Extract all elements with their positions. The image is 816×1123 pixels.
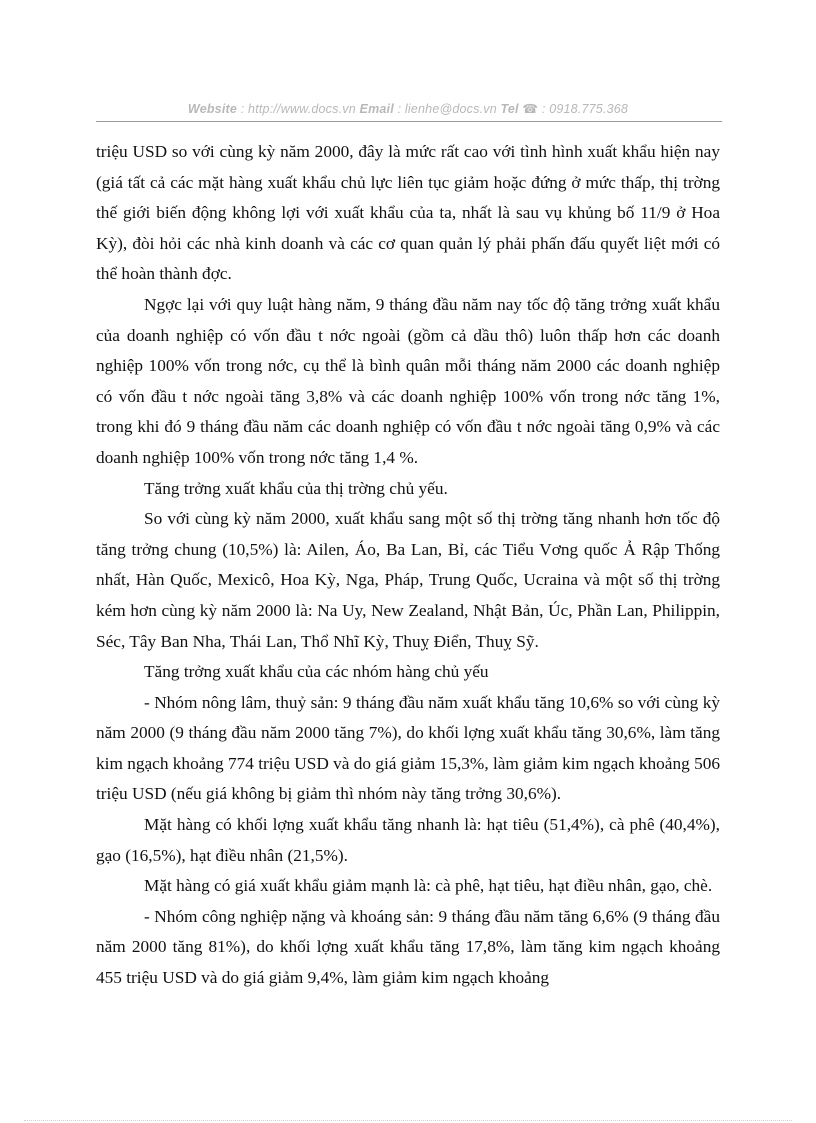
section-heading: Tăng trởng xuất khẩu của thị trờng chủ yếu. [144,478,448,498]
header-divider [96,121,722,122]
tel-label: Tel [500,102,519,116]
section-heading: Tăng trởng xuất khẩu của các nhóm hàng chủ yếu [144,662,489,682]
footer-divider [24,1120,792,1121]
paragraph: - Nhóm công nghiệp nặng và khoáng sản: 9 tháng đầu năm tăng 6,6% (9 tháng đầu năm 2000 tăng 81%), do khối lợng xuất khẩu tăng 17,8%, làm tăng kim ngạch khoảng 455 triệu USD và do giá giảm 9,4%, làm giảm kim ngạch khoảng [96,906,720,988]
paragraph: Mặt hàng có khối lợng xuất khẩu tăng nhanh là: hạt tiêu (51,4%), cà phê (40,4%), gạo (16,5%), hạt điều nhân (21,5%). [96,815,720,865]
paragraph-continuation: triệu USD so với cùng kỳ năm 2000, đây là mức rất cao với tình hình xuất khẩu hiện nay (giá tất cả các mặt hàng xuất khẩu chủ lực liên tục giảm hoặc đứng ở mức thấp, thị trờng thế giới biến động không lợi với xuất khẩu của ta, nhất là sau vụ khủng bố 11/9 ở Hoa Kỳ), đòi hỏi các nhà kinh doanh và các cơ quan quản lý phải phấn đấu quyết liệt mới có thể hoàn thành đợc. [96,142,720,284]
paragraph: Ngợc lại với quy luật hàng năm, 9 tháng đầu năm nay tốc độ tăng trởng xuất khẩu của doanh nghiệp có vốn đầu t nớc ngoài (gồm cả dầu thô) luôn thấp hơn các doanh nghiệp 100% vốn trong nớc, cụ thể là bình quân mỗi tháng năm 2000 các doanh nghiệp có vốn đầu t nớc ngoài tăng 3,8% và các doanh nghiệp 100% vốn trong nớc tăng 1%, trong khi đó 9 tháng đầu năm các doanh nghiệp có vốn đầu t nớc ngoài tăng 0,9% và các doanh nghiệp 100% vốn trong nớc tăng 1,4 %. [96,294,720,467]
email-value[interactable]: : lienhe@docs.vn [393,102,501,116]
page-header [96,101,720,116]
paragraph: So với cùng kỳ năm 2000, xuất khẩu sang một số thị trờng tăng nhanh hơn tốc độ tăng trởng chung (10,5%) là: Ailen, Áo, Ba Lan, Bỉ, các Tiểu Vơng quốc Ả Rập Thống nhất, Hàn Quốc, Mexicô, Hoa Kỳ, Nga, Pháp, Trung Quốc, Ucraina và một số thị trờng kém hơn cùng kỳ năm 2000 là: Na Uy, New Zealand, Nhật Bản, Úc, Phần Lan, Philippin, Séc, Tây Ban Nha, Thái Lan, Thổ Nhĩ Kỳ, Thuỵ Điển, Thuỵ Sỹ. [96,509,720,651]
website-value[interactable]: : http://www.docs.vn [237,102,360,116]
tel-value: ☎ : 0918.775.368 [518,102,629,116]
paragraph: Mặt hàng có giá xuất khẩu giảm mạnh là: cà phê, hạt tiêu, hạt điều nhân, gạo, chè. [144,876,713,896]
paragraph: - Nhóm nông lâm, thuỷ sản: 9 tháng đầu năm xuất khẩu tăng 10,6% so với cùng kỳ năm 2000 (9 tháng đầu năm 2000 tăng 7%), do khối lợng xuất khẩu tăng 30,6%, làm tăng kim ngạch khoảng 774 triệu USD và do giá giảm 15,3%, làm giảm kim ngạch khoảng 506 triệu USD (nếu giá không bị giảm thì nhóm này tăng trởng 30,6%). [96,692,720,804]
email-label: Email [359,102,394,116]
website-label: Website [187,102,238,116]
document-body [96,137,720,994]
